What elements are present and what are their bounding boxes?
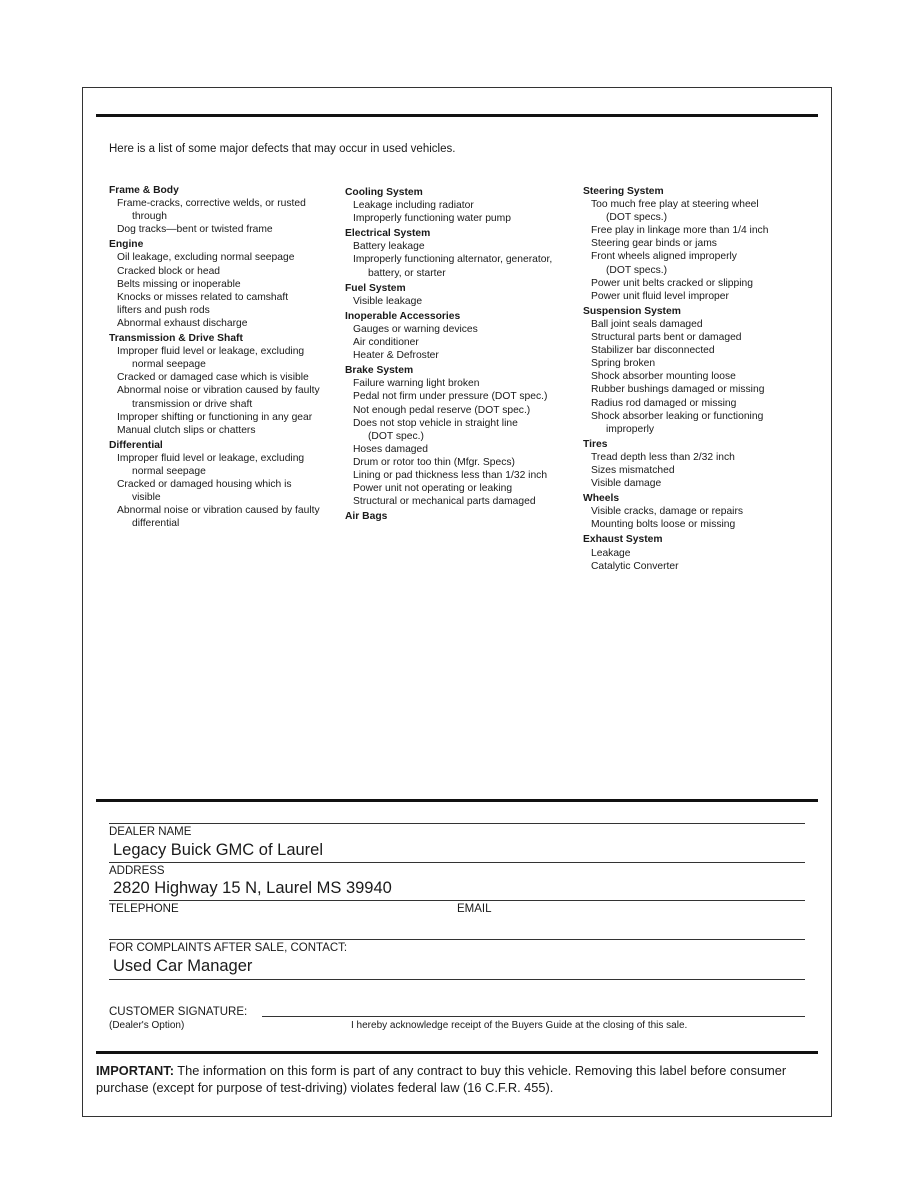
- section-title: Brake System: [345, 365, 414, 377]
- defect-item: normal seepage: [132, 465, 206, 477]
- defect-item: Oil leakage, excluding normal seepage: [117, 252, 295, 264]
- section-title: Electrical System: [345, 228, 431, 240]
- defect-item: Abnormal noise or vibration caused by faulty: [117, 385, 320, 397]
- complaints-label: FOR COMPLAINTS AFTER SALE, CONTACT:: [109, 942, 348, 954]
- defect-item: Manual clutch slips or chatters: [117, 424, 256, 436]
- defect-item: Battery leakage: [353, 241, 425, 253]
- section-title: Wheels: [583, 493, 620, 505]
- defect-item: Cracked block or head: [117, 265, 221, 277]
- section-title: Frame & Body: [109, 185, 179, 196]
- section-title: Air Bags: [345, 511, 388, 523]
- important-notice: [96, 1062, 818, 1096]
- address-line: [109, 900, 805, 901]
- section-title: Suspension System: [583, 305, 681, 317]
- complaints-line: [109, 979, 805, 980]
- defect-item: Radius rod damaged or missing: [591, 397, 737, 409]
- defect-item: Knocks or misses related to camshaft: [117, 291, 289, 303]
- defect-item: (DOT specs.): [606, 264, 668, 276]
- defect-item: Structural parts bent or damaged: [591, 332, 742, 344]
- defect-item: Heater & Defroster: [353, 350, 439, 362]
- section-title: Fuel System: [345, 282, 406, 294]
- defect-item: lifters and push rods: [117, 304, 210, 316]
- defect-item: improperly: [606, 423, 655, 435]
- defect-item: Not enough pedal reserve (DOT spec.): [353, 404, 531, 416]
- defect-item: Abnormal exhaust discharge: [117, 317, 248, 329]
- telephone-label: TELEPHONE: [109, 903, 179, 915]
- acknowledge-text: I hereby acknowledge receipt of the Buyers Guide at the closing of this sale.: [351, 1020, 688, 1031]
- complaints-value: Used Car Manager: [113, 957, 253, 975]
- dealer-name-label: DEALER NAME: [109, 826, 192, 838]
- defect-item: Leakage including radiator: [353, 200, 474, 212]
- dealer-top-line: [109, 823, 805, 824]
- email-label: EMAIL: [457, 903, 492, 915]
- defect-item: Lining or pad thickness less than 1/32 inch: [353, 469, 548, 481]
- defects-column-3: [583, 183, 813, 573]
- defect-item: Leakage: [591, 547, 631, 559]
- defect-item: Drum or rotor too thin (Mfgr. Specs): [353, 456, 515, 468]
- defect-item: Power unit fluid level improper: [591, 290, 729, 302]
- defect-item: Ball joint seals damaged: [591, 318, 703, 330]
- defect-item: Visible damage: [591, 478, 662, 490]
- defect-item: Structural or mechanical parts damaged: [353, 496, 536, 508]
- defect-item: Front wheels aligned improperly: [591, 251, 737, 263]
- defect-item: Cracked or damaged case which is visible: [117, 372, 309, 384]
- address-value: 2820 Highway 15 N, Laurel MS 39940: [113, 879, 392, 897]
- defect-item: Power unit belts cracked or slipping: [591, 277, 753, 289]
- important-rule: [96, 1051, 818, 1054]
- top-rule: [96, 114, 818, 117]
- defect-item: Pedal not firm under pressure (DOT spec.): [353, 391, 548, 403]
- defect-item: Power unit not operating or leaking: [353, 483, 513, 495]
- defect-item: Shock absorber leaking or functioning: [591, 410, 764, 422]
- telephone-line: [109, 939, 805, 940]
- defect-item: Improperly functioning alternator, generator,: [353, 254, 553, 266]
- section-title: Differential: [109, 439, 163, 451]
- dealer-option-text: (Dealer's Option): [109, 1020, 185, 1031]
- defect-item: Catalytic Converter: [591, 560, 679, 572]
- defect-item: normal seepage: [132, 359, 206, 371]
- section-title: Tires: [583, 438, 608, 450]
- defect-item: Visible cracks, damage or repairs: [591, 506, 744, 518]
- dealer-name-line: [109, 862, 805, 863]
- defect-item: Steering gear binds or jams: [591, 238, 717, 250]
- address-label: ADDRESS: [109, 865, 165, 877]
- defect-item: Failure warning light broken: [353, 378, 480, 390]
- defect-item: Visible leakage: [353, 295, 423, 307]
- defect-item: Cracked or damaged housing which is: [117, 479, 292, 491]
- defect-item: Spring broken: [591, 358, 656, 370]
- important-label: IMPORTANT:: [96, 1063, 174, 1078]
- section-title: Exhaust System: [583, 534, 663, 546]
- defect-item: Does not stop vehicle in straight line: [353, 417, 518, 429]
- defect-item: Too much free play at steering wheel: [591, 199, 759, 211]
- defect-item: Improper fluid level or leakage, excluding: [117, 452, 305, 464]
- defect-item: (DOT spec.): [368, 430, 424, 442]
- defects-column-2: [345, 184, 573, 523]
- defect-item: Free play in linkage more than 1/4 inch: [591, 225, 769, 237]
- defect-item: battery, or starter: [368, 267, 446, 279]
- defect-item: Shock absorber mounting loose: [591, 371, 736, 383]
- defect-item: Belts missing or inoperable: [117, 278, 241, 290]
- section-title: Transmission & Drive Shaft: [109, 333, 243, 345]
- section-title: Cooling System: [345, 187, 423, 198]
- important-text: The information on this form is part of any contract to buy this vehicle. Removing this label before consumer purchase (except for purpose of test-driving) violates federal law (16 C.F.R. 455).: [96, 1063, 787, 1095]
- section-title: Engine: [109, 239, 144, 251]
- dealer-name-value: Legacy Buick GMC of Laurel: [113, 841, 324, 859]
- defect-item: (DOT specs.): [606, 212, 668, 224]
- intro-text: Here is a list of some major defects that may occur in used vehicles.: [109, 143, 456, 155]
- defect-item: Abnormal noise or vibration caused by faulty: [117, 505, 320, 517]
- defect-item: Gauges or warning devices: [353, 323, 478, 335]
- defect-item: through: [132, 211, 167, 223]
- defect-item: visible: [132, 492, 161, 504]
- section-title: Inoperable Accessories: [345, 310, 461, 322]
- dealer-section-rule: [96, 799, 818, 802]
- defect-item: Frame-cracks, corrective welds, or rusted: [117, 198, 306, 210]
- defect-item: Improper shifting or functioning in any gear: [117, 411, 313, 423]
- section-title: Steering System: [583, 186, 664, 197]
- defect-item: Rubber bushings damaged or missing: [591, 384, 765, 396]
- defect-item: Hoses damaged: [353, 443, 428, 455]
- signature-line: [262, 1016, 805, 1017]
- defect-item: Improper fluid level or leakage, excluding: [117, 346, 305, 358]
- defect-item: Stabilizer bar disconnected: [591, 345, 715, 357]
- defect-item: Tread depth less than 2/32 inch: [591, 451, 735, 463]
- defects-column-1: [109, 182, 337, 530]
- defect-item: Air conditioner: [353, 337, 419, 349]
- signature-label: CUSTOMER SIGNATURE:: [109, 1006, 248, 1018]
- defect-item: differential: [132, 518, 180, 530]
- defect-item: Mounting bolts loose or missing: [591, 519, 736, 531]
- defect-item: transmission or drive shaft: [132, 398, 253, 410]
- defect-item: Dog tracks—bent or twisted frame: [117, 224, 273, 236]
- defect-item: Improperly functioning water pump: [353, 213, 511, 225]
- defect-item: Sizes mismatched: [591, 464, 675, 476]
